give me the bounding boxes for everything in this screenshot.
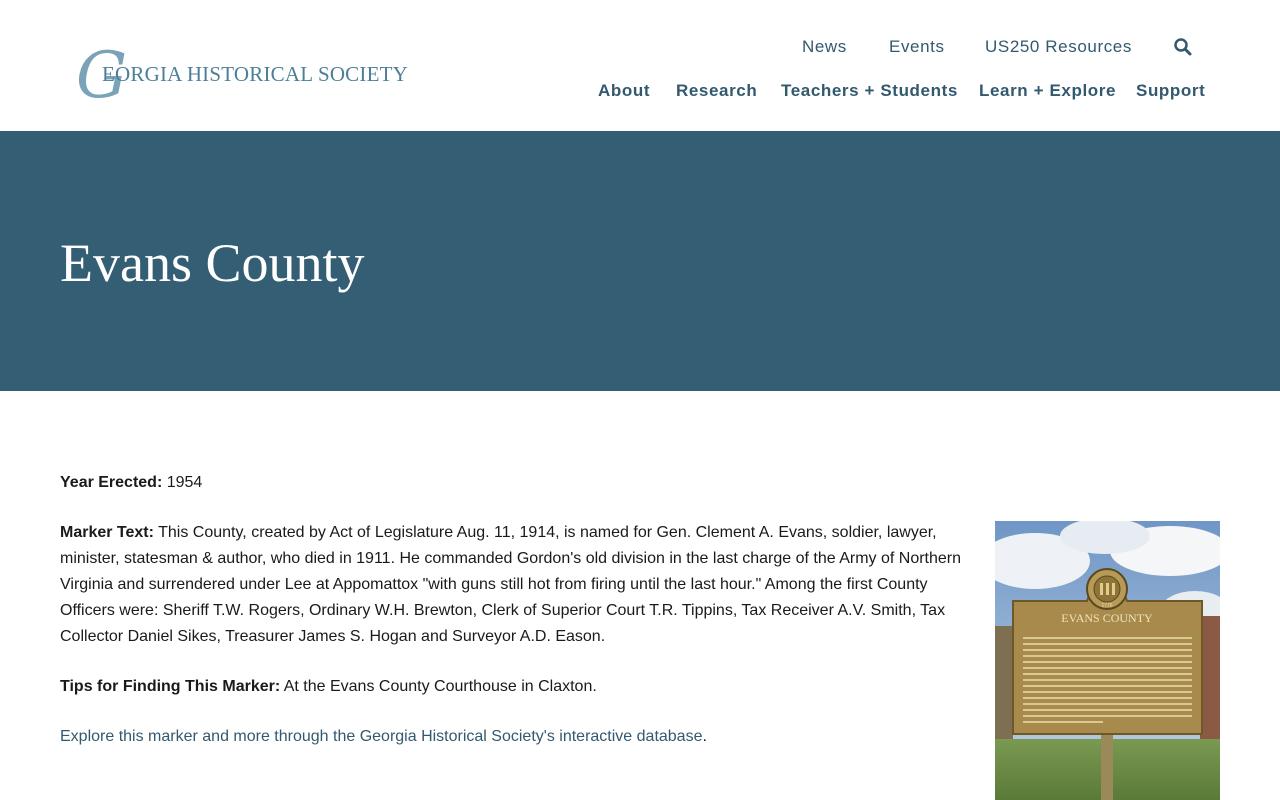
search-icon: [1173, 37, 1193, 57]
main-nav-about[interactable]: About: [598, 81, 651, 100]
site-header: [0, 0, 1280, 131]
year-erected: [60, 470, 965, 496]
finding-tips-label: Tips for Finding This Marker:: [60, 678, 281, 695]
utility-nav: [0, 37, 1280, 59]
main-nav-research[interactable]: Research: [676, 81, 758, 100]
search-button[interactable]: [1173, 37, 1195, 59]
finding-tips: [60, 674, 965, 700]
marker-photo[interactable]: [995, 521, 1220, 800]
logo-wordmark: EORGIA HISTORICAL SOCIETY: [102, 62, 409, 86]
marker-text: [60, 520, 965, 650]
main-nav-teachers-students[interactable]: Teachers + Students: [781, 81, 958, 100]
plaque-title: EVANS COUNTY: [1061, 611, 1153, 625]
main-nav-support[interactable]: Support: [1136, 81, 1206, 100]
main-nav-learn-explore[interactable]: Learn + Explore: [979, 81, 1117, 100]
main-nav: [0, 81, 1280, 103]
explore-suffix: .: [702, 728, 707, 745]
util-nav-news[interactable]: News: [802, 37, 847, 56]
util-nav-us250-resources[interactable]: US250 Resources: [985, 37, 1132, 56]
finding-tips-value: At the Evans County Courthouse in Claxton.: [283, 678, 597, 695]
marker-details: [60, 470, 965, 774]
marker-photo-image: [995, 521, 1220, 800]
page-title: Evans County: [60, 233, 365, 293]
explore-database-link[interactable]: Explore this marker and more through the Georgia Historical Society's interactive database: [60, 728, 703, 745]
util-nav-events[interactable]: Events: [889, 37, 945, 56]
marker-text-value: This County, created by Act of Legislature Aug. 11, 1914, is named for Gen. Clement A. Evans, soldier, lawyer, minister, statesman & author, who died in 1911. He commanded Gordon's old division in the last charge of the Army of Northern Virginia and surrendered under Lee at Appomattox "with guns still hot from firing until the last hour." Among the first County Officers were: Sheriff T.W. Rogers, Ordinary W.H. Brewton, Clerk of Superior Court T.R. Tippins, Tax Receiver A.V. Smith, Tax Collector Daniel Sikes, Treasurer James S. Hogan and Surveyor A.D. Eason.: [60, 524, 962, 645]
marker-text-label: Marker Text:: [60, 524, 154, 541]
year-erected-value: 1954: [166, 474, 203, 491]
year-erected-label: Year Erected:: [60, 474, 163, 491]
explore-paragraph: [60, 724, 965, 750]
logo-initial: G: [76, 39, 128, 113]
plaque-seal-year: 1776: [1101, 603, 1113, 609]
page-hero: [0, 131, 1280, 391]
